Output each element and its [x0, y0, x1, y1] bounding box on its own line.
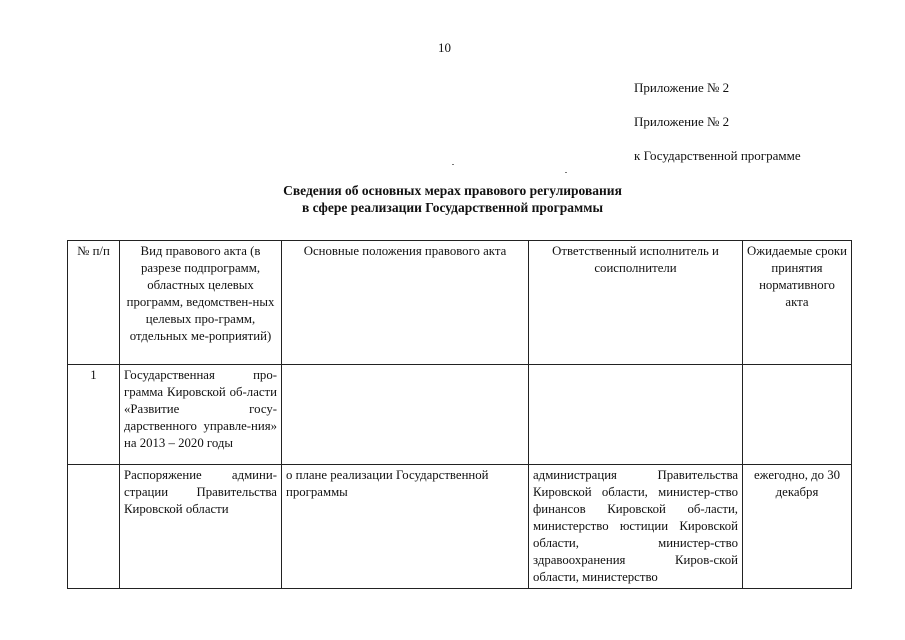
row-number: 1 — [68, 365, 120, 465]
header-act-type: Вид правового акта (в разрезе подпрограмм, областных целевых программ, ведомствен-ных целевых про-грамм, отдельных ме-роприятий) — [120, 241, 282, 365]
legal-measures-table — [67, 240, 852, 589]
title-line-2: в сфере реализации Государственной программы — [302, 200, 603, 215]
row-provisions: о плане реализации Государственной программы — [282, 465, 529, 589]
header-executors: Ответственный исполнитель и соисполнители — [529, 241, 743, 365]
document-title — [0, 182, 905, 216]
row-deadline: ежегодно, до 30 декабря — [743, 465, 852, 589]
scan-speck — [452, 164, 454, 165]
header-number: № п/п — [68, 241, 120, 365]
header-provisions: Основные положения правового акта — [282, 241, 529, 365]
table-row — [68, 465, 852, 589]
appendix-label-repeat: Приложение № 2 — [634, 114, 730, 129]
page-number: 10 — [438, 40, 451, 55]
appendix-label: Приложение № 2 — [634, 80, 730, 95]
row-act: Государственная про-грамма Кировской об-ласти «Развитие госу-дарственного управле-ния» на 2013 – 2020 годы — [120, 365, 282, 465]
scan-speck — [565, 172, 567, 173]
title-line-1: Сведения об основных мерах правового регулирования — [283, 183, 622, 198]
table-row — [68, 365, 852, 465]
row-deadline — [743, 365, 852, 465]
row-executors — [529, 365, 743, 465]
row-provisions — [282, 365, 529, 465]
header-deadline: Ожидаемые сроки принятия нормативного акта — [743, 241, 852, 365]
row-act: Распоряжение админи-страции Правительства Кировской области — [120, 465, 282, 589]
row-executors: администрация Правительства Кировской области, министер-ство финансов Кировской об-ласти, министерство юстиции Кировской области, министер-ство здравоохранения Киров-ской области, министерство — [529, 465, 743, 589]
table-header-row — [68, 241, 852, 365]
row-number — [68, 465, 120, 589]
appendix-subject: к Государственной программе — [634, 148, 801, 163]
